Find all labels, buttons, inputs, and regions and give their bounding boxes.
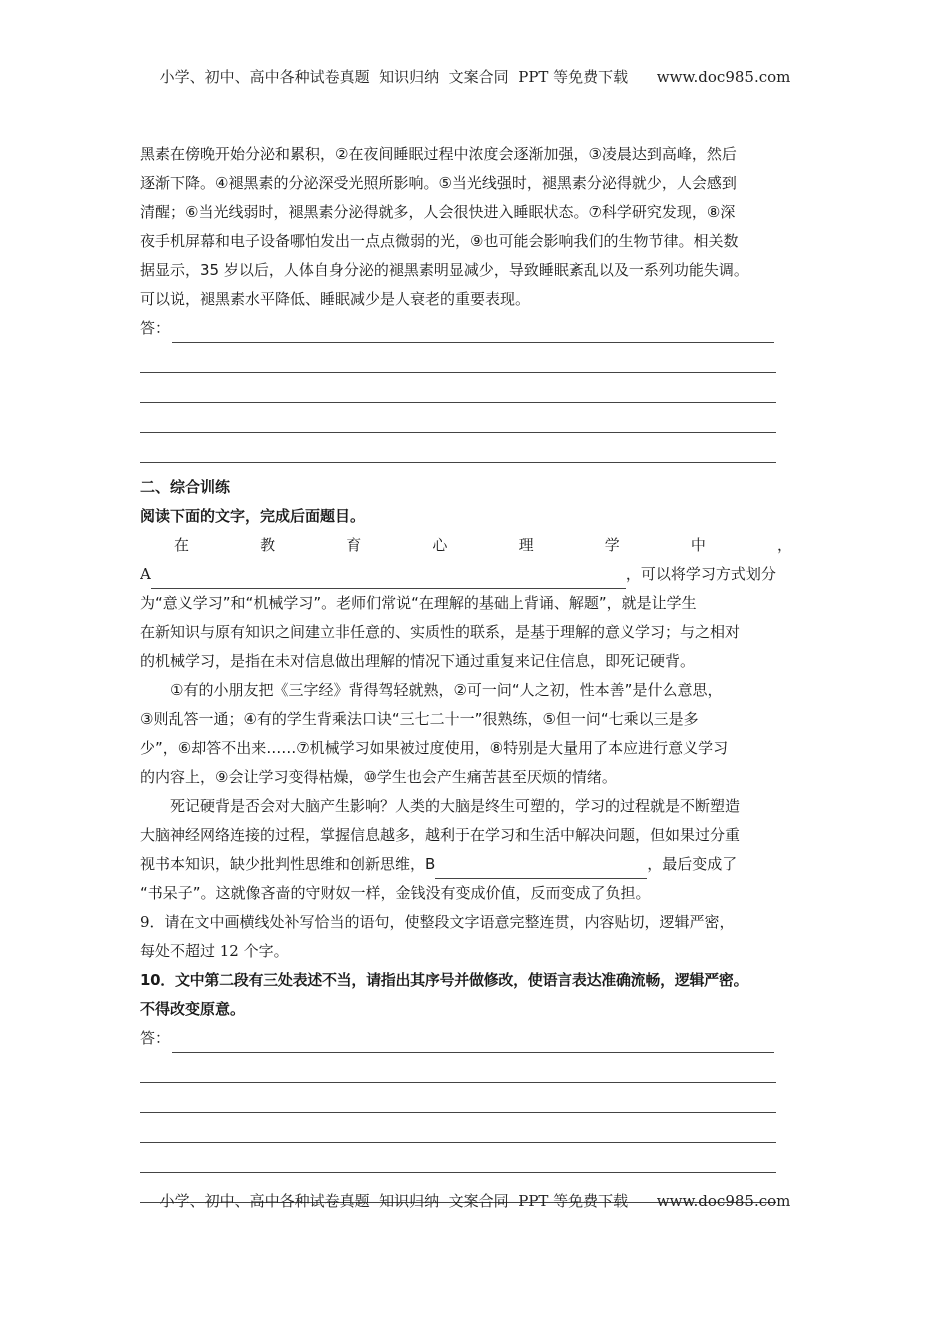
passage-line: ③则乱答一通；④有的学生背乘法口诀“三七二十一”很熟练，⑤但一问“七乘以三是多 — [140, 710, 699, 728]
spread-char: ， — [776, 536, 792, 554]
answer-input-line[interactable] — [140, 1083, 776, 1113]
passage-line: 清醒；⑥当光线弱时，褪黑素分泌得就多，人会很快进入睡眠状态。⑦科学研究发现，⑧深 — [140, 203, 736, 221]
passage-line: 夜手机屏幕和电子设备哪怕发出一点点微弱的光，⑨也可能会影响我们的生物节律。相关数 — [140, 232, 739, 250]
document-body — [140, 140, 820, 1203]
passage-line: 为“意义学习”和“机械学习”。老师们常说“在理解的基础上背诵、解题”，就是让学生 — [140, 594, 697, 612]
passage-line: 少”，⑥却答不出来……⑦机械学习如果被过度使用，⑧特别是大量用了本应进行意义学习 — [140, 739, 729, 757]
blank-a-suffix: ，可以将学习方式划分 — [625, 565, 776, 583]
passage-line: “书呆子”。这就像吝啬的守财奴一样，金钱没有变成价值，反而变成了负担。 — [140, 884, 651, 902]
page-footer: 小学、初中、高中各种试卷真题 知识归纳 文案合同 PPT 等免费下载 www.doc985.com — [159, 1192, 791, 1210]
answer-label: 答： — [140, 1029, 171, 1047]
answer-input-line[interactable] — [140, 373, 776, 403]
answer-input-line[interactable] — [140, 403, 776, 433]
answer-label: 答： — [140, 319, 171, 337]
blank-b-suffix: ，最后变成了 — [647, 855, 738, 873]
answer-input-line[interactable] — [172, 1032, 774, 1053]
answer-input-line[interactable] — [172, 322, 774, 343]
page-header: 小学、初中、高中各种试卷真题 知识归纳 文案合同 PPT 等免费下载 www.doc985.com — [159, 68, 791, 86]
question-10-cont: 不得改变原意。 — [140, 1000, 246, 1018]
answer-input-line[interactable] — [140, 1143, 776, 1173]
spread-char: 心 — [432, 536, 448, 554]
answer-line-1 — [140, 314, 820, 343]
answer-line-1 — [140, 1024, 820, 1053]
question-9-cont: 每处不超过 12 个字。 — [140, 942, 289, 960]
passage-line: 的机械学习，是指在未对信息做出理解的情况下通过重复来记住信息，即死记硬背。 — [140, 652, 696, 670]
passage-line: 在新知识与原有知识之间建立非任意的、实质性的联系，是基于理解的意义学习；与之相对 — [140, 623, 741, 641]
blank-b-input[interactable] — [435, 860, 647, 879]
passage-line: 逐渐下降。④褪黑素的分泌深受光照所影响。⑤当光线强时，褪黑素分泌得就少，人会感到 — [140, 174, 737, 192]
spread-char: 育 — [346, 536, 362, 554]
question-10: 10．文中第二段有三处表述不当，请指出其序号并做修改，使语言表达准确流畅，逻辑严密。 — [140, 971, 749, 989]
blank-b-line — [140, 850, 820, 879]
answer-input-line[interactable] — [140, 343, 776, 373]
section-title: 二、综合训练 — [140, 478, 231, 496]
passage-line: 黑素在傍晚开始分泌和累积，②在夜间睡眠过程中浓度会逐渐加强，③凌晨达到高峰，然后 — [140, 145, 737, 163]
spread-char: 理 — [518, 536, 534, 554]
question-9: 9．请在文中画横线处补写恰当的语句，使整段文字语意完整连贯，内容贴切，逻辑严密， — [140, 913, 735, 931]
spread-char: 学 — [604, 536, 620, 554]
passage-line: 的内容上，⑨会让学习变得枯燥，⑩学生也会产生痛苦甚至厌烦的情绪。 — [140, 768, 617, 786]
spread-char: 教 — [260, 536, 276, 554]
blank-a-label: A — [140, 565, 151, 583]
passage-line: ①有的小朋友把《三字经》背得驾轻就熟，②可一问“人之初，性本善”是什么意思， — [170, 681, 723, 699]
blank-a-line — [140, 560, 820, 589]
answer-input-line[interactable] — [140, 1113, 776, 1143]
section-instruction: 阅读下面的文字，完成后面题目。 — [140, 507, 366, 525]
spread-line — [140, 531, 820, 560]
spread-char: 在 — [174, 536, 190, 554]
spread-char: 中 — [690, 536, 706, 554]
answer-input-line[interactable] — [140, 433, 776, 463]
answer-input-line[interactable] — [140, 1053, 776, 1083]
passage-line: 据显示，35 岁以后，人体自身分泌的褪黑素明显减少，导致睡眠紊乱以及一系列功能失调。 — [140, 261, 749, 279]
passage-line: 大脑神经网络连接的过程，掌握信息越多，越利于在学习和生活中解决问题，但如果过分重 — [140, 826, 741, 844]
passage-line: 死记硬背是否会对大脑产生影响？人类的大脑是终生可塑的，学习的过程就是不断塑造 — [170, 797, 741, 815]
blank-b-prefix: 视书本知识，缺少批判性思维和创新思维，B — [140, 855, 436, 873]
blank-a-input[interactable] — [151, 570, 626, 589]
passage-line: 可以说，褪黑素水平降低、睡眠减少是人衰老的重要表现。 — [140, 290, 531, 308]
